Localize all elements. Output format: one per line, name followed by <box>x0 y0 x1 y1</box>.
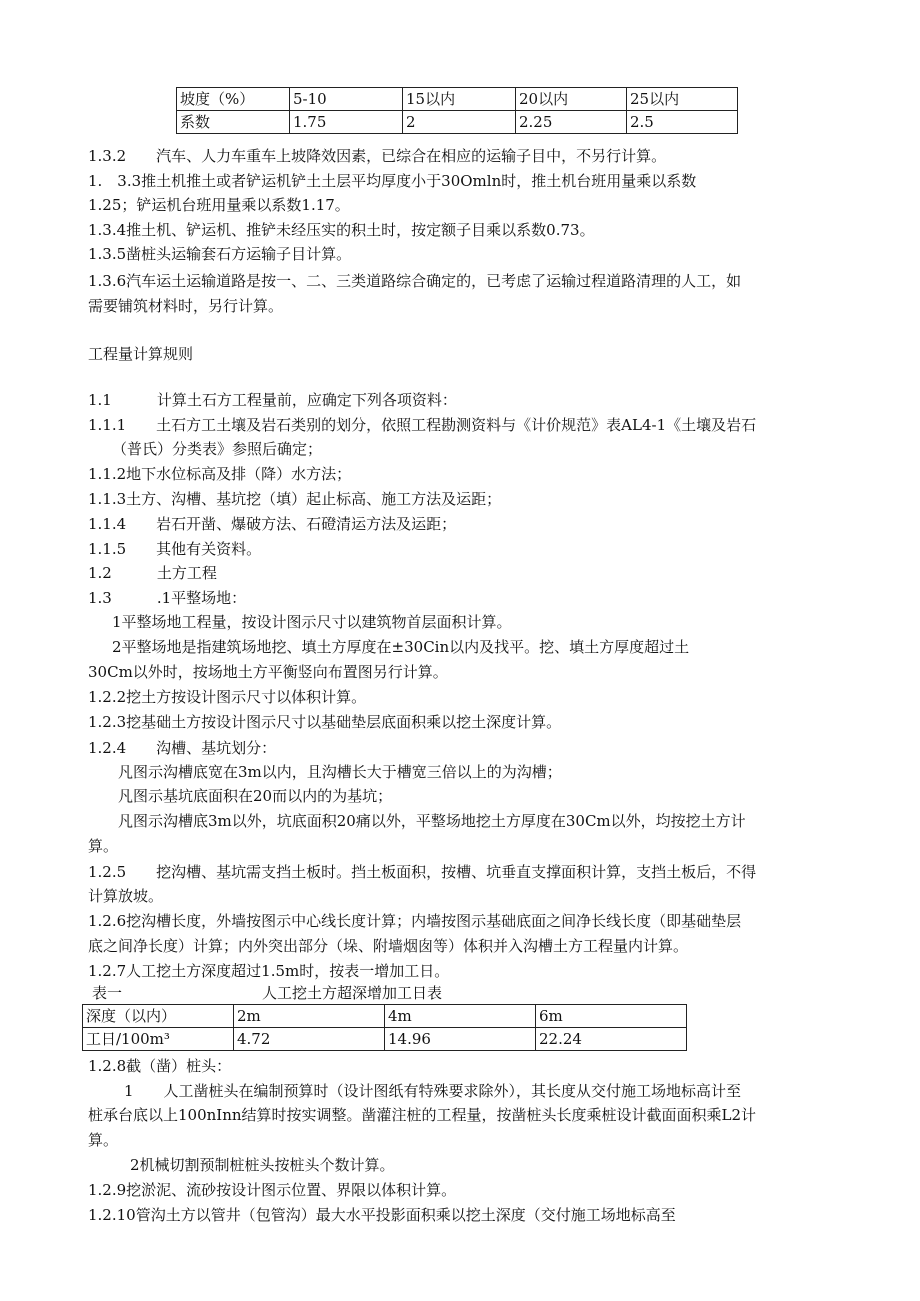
table-cell: 2m <box>234 1005 385 1028</box>
paragraph-line: 底之间净长度）计算；内外突出部分（垛、附墙烟囱等）体积并入沟槽土方工程量内计算。 <box>88 937 689 955</box>
paragraph-line: 30Cm以外时，按场地土方平衡竖向布置图另行计算。 <box>88 663 448 681</box>
table-row <box>83 1028 687 1051</box>
table-row <box>177 111 738 134</box>
paragraph-line: 凡图示沟槽底宽在3m以内，且沟槽长大于槽宽三倍以上的为沟槽； <box>118 763 562 781</box>
paragraph-line: 1. 3.3推土机推土或者铲运机铲土土层平均厚度小于30Omln时，推土机台班用量乘以系数 <box>88 172 697 190</box>
table-row <box>177 88 738 111</box>
paragraph-line: 凡图示基坑底面积在20而以内的为基坑； <box>118 787 393 805</box>
table-cell: 2.5 <box>627 111 738 134</box>
paragraph-line: 1.2.5 挖沟槽、基坑需支挡土板时。挡土板面积，按槽、坑垂直支撑面积计算，支挡土板后，不得 <box>88 863 757 881</box>
table-caption-title: 人工挖土方超深增加工日表 <box>262 984 443 1002</box>
table-cell: 15以内 <box>403 88 516 111</box>
table-cell: 2.25 <box>516 111 627 134</box>
paragraph-line: 算。 <box>88 837 119 855</box>
paragraph-line: 1.3.2 汽车、人力车重车上坡降效因素，已综合在相应的运输子目中，不另行计算。 <box>88 147 667 165</box>
table-cell: 14.96 <box>385 1028 536 1051</box>
paragraph-line: 需要铺筑材料时，另行计算。 <box>88 297 284 315</box>
table-cell: 坡度（%） <box>177 88 290 111</box>
paragraph-line: 计算放坡。 <box>88 887 164 905</box>
table-cell: 25以内 <box>627 88 738 111</box>
table-cell: 6m <box>536 1005 687 1028</box>
table-caption-label: 表一 <box>92 984 123 1002</box>
paragraph-line: 算。 <box>88 1131 119 1149</box>
table-cell: 5-10 <box>290 88 403 111</box>
paragraph-line: 1.2.4 沟槽、基坑划分： <box>88 739 277 757</box>
paragraph-line: 1.1.4 岩石开凿、爆破方法、石磴清运方法及运距； <box>88 515 457 533</box>
paragraph-line: 1.1 计算土石方工程量前，应确定下列各项资料： <box>88 391 457 409</box>
paragraph-line: 1.3.6汽车运土运输道路是按一、二、三类道路综合确定的，已考虑了运输过程道路清理的人工，如 <box>88 272 742 290</box>
paragraph-line: （普氏）分类表》参照后确定； <box>112 440 323 458</box>
paragraph-line: 1.2.7人工挖土方深度超过1.5m时，按表一增加工日。 <box>88 962 450 980</box>
paragraph-line: 1.2.8截（凿）桩头： <box>88 1057 232 1075</box>
paragraph-line: 1.2.6挖沟槽长度，外墙按图示中心线长度计算；内墙按图示基础底面之间净长线长度（即基础垫层 <box>88 912 742 930</box>
paragraph-line: 桩承台底以上100nInn结算时按实调整。凿灌注桩的工程量，按凿桩头长度乘桩设计截面面积乘L2计 <box>88 1106 757 1124</box>
paragraph-line: 1平整场地工程量，按设计图示尺寸以建筑物首层面积计算。 <box>112 613 512 631</box>
section-heading: 工程量计算规则 <box>88 345 194 363</box>
table-cell: 20以内 <box>516 88 627 111</box>
paragraph-line: 1.1.1 土石方工土壤及岩石类别的划分，依照工程勘测资料与《计价规范》表AL4-1《土壤及岩石 <box>88 416 757 434</box>
table-cell: 深度（以内） <box>83 1005 234 1028</box>
paragraph-line: 1 人工凿桩头在编制预算时（设计图纸有特殊要求除外），其长度从交付施工场地标高计至 <box>124 1082 742 1100</box>
paragraph-line: 1.25；铲运机台班用量乘以系数1.17。 <box>88 196 350 214</box>
table-cell: 工日/100m³ <box>83 1028 234 1051</box>
paragraph-line: 1.2.2挖土方按设计图示尺寸以体积计算。 <box>88 688 367 706</box>
paragraph-line: 1.1.2地下水位标高及排（降）水方法； <box>88 465 352 483</box>
paragraph-line: 1.1.5 其他有关资料。 <box>88 540 262 558</box>
table-cell: 22.24 <box>536 1028 687 1051</box>
paragraph-line: 2平整场地是指建筑场地挖、填土方厚度在±30Cin以内及找平。挖、填土方厚度超过土 <box>112 638 690 656</box>
table-cell: 4m <box>385 1005 536 1028</box>
table-cell: 2 <box>403 111 516 134</box>
paragraph-line: 1.2.9挖淤泥、流砂按设计图示位置、界限以体积计算。 <box>88 1181 457 1199</box>
paragraph-line: 1.1.3土方、沟槽、基坑挖（填）起止标高、施工方法及运距； <box>88 490 502 508</box>
paragraph-line: 1.3.5凿桩头运输套石方运输子目计算。 <box>88 245 352 263</box>
slope-coefficient-table <box>176 87 738 134</box>
table-cell: 系数 <box>177 111 290 134</box>
paragraph-line: 1.3 .1平整场地： <box>88 589 247 607</box>
paragraph-line: 2机械切割预制桩桩头按桩头个数计算。 <box>130 1156 395 1174</box>
table-cell: 1.75 <box>290 111 403 134</box>
paragraph-line: 凡图示沟槽底3m以外，坑底面积20痛以外，平整场地挖土方厚度在30Cm以外，均按挖土方计 <box>118 812 746 830</box>
paragraph-line: 1.2.3挖基础土方按设计图示尺寸以基础垫层底面积乘以挖土深度计算。 <box>88 713 562 731</box>
paragraph-line: 1.2 土方工程 <box>88 564 217 582</box>
table-cell: 4.72 <box>234 1028 385 1051</box>
paragraph-line: 1.3.4推土机、铲运机、推铲未经压实的积土时，按定额子目乘以系数0.73。 <box>88 221 595 239</box>
extra-workday-table <box>82 1004 687 1051</box>
paragraph-line: 1.2.10管沟土方以管井（包管沟）最大水平投影面积乘以挖土深度（交付施工场地标高至 <box>88 1206 676 1224</box>
table-row <box>83 1005 687 1028</box>
